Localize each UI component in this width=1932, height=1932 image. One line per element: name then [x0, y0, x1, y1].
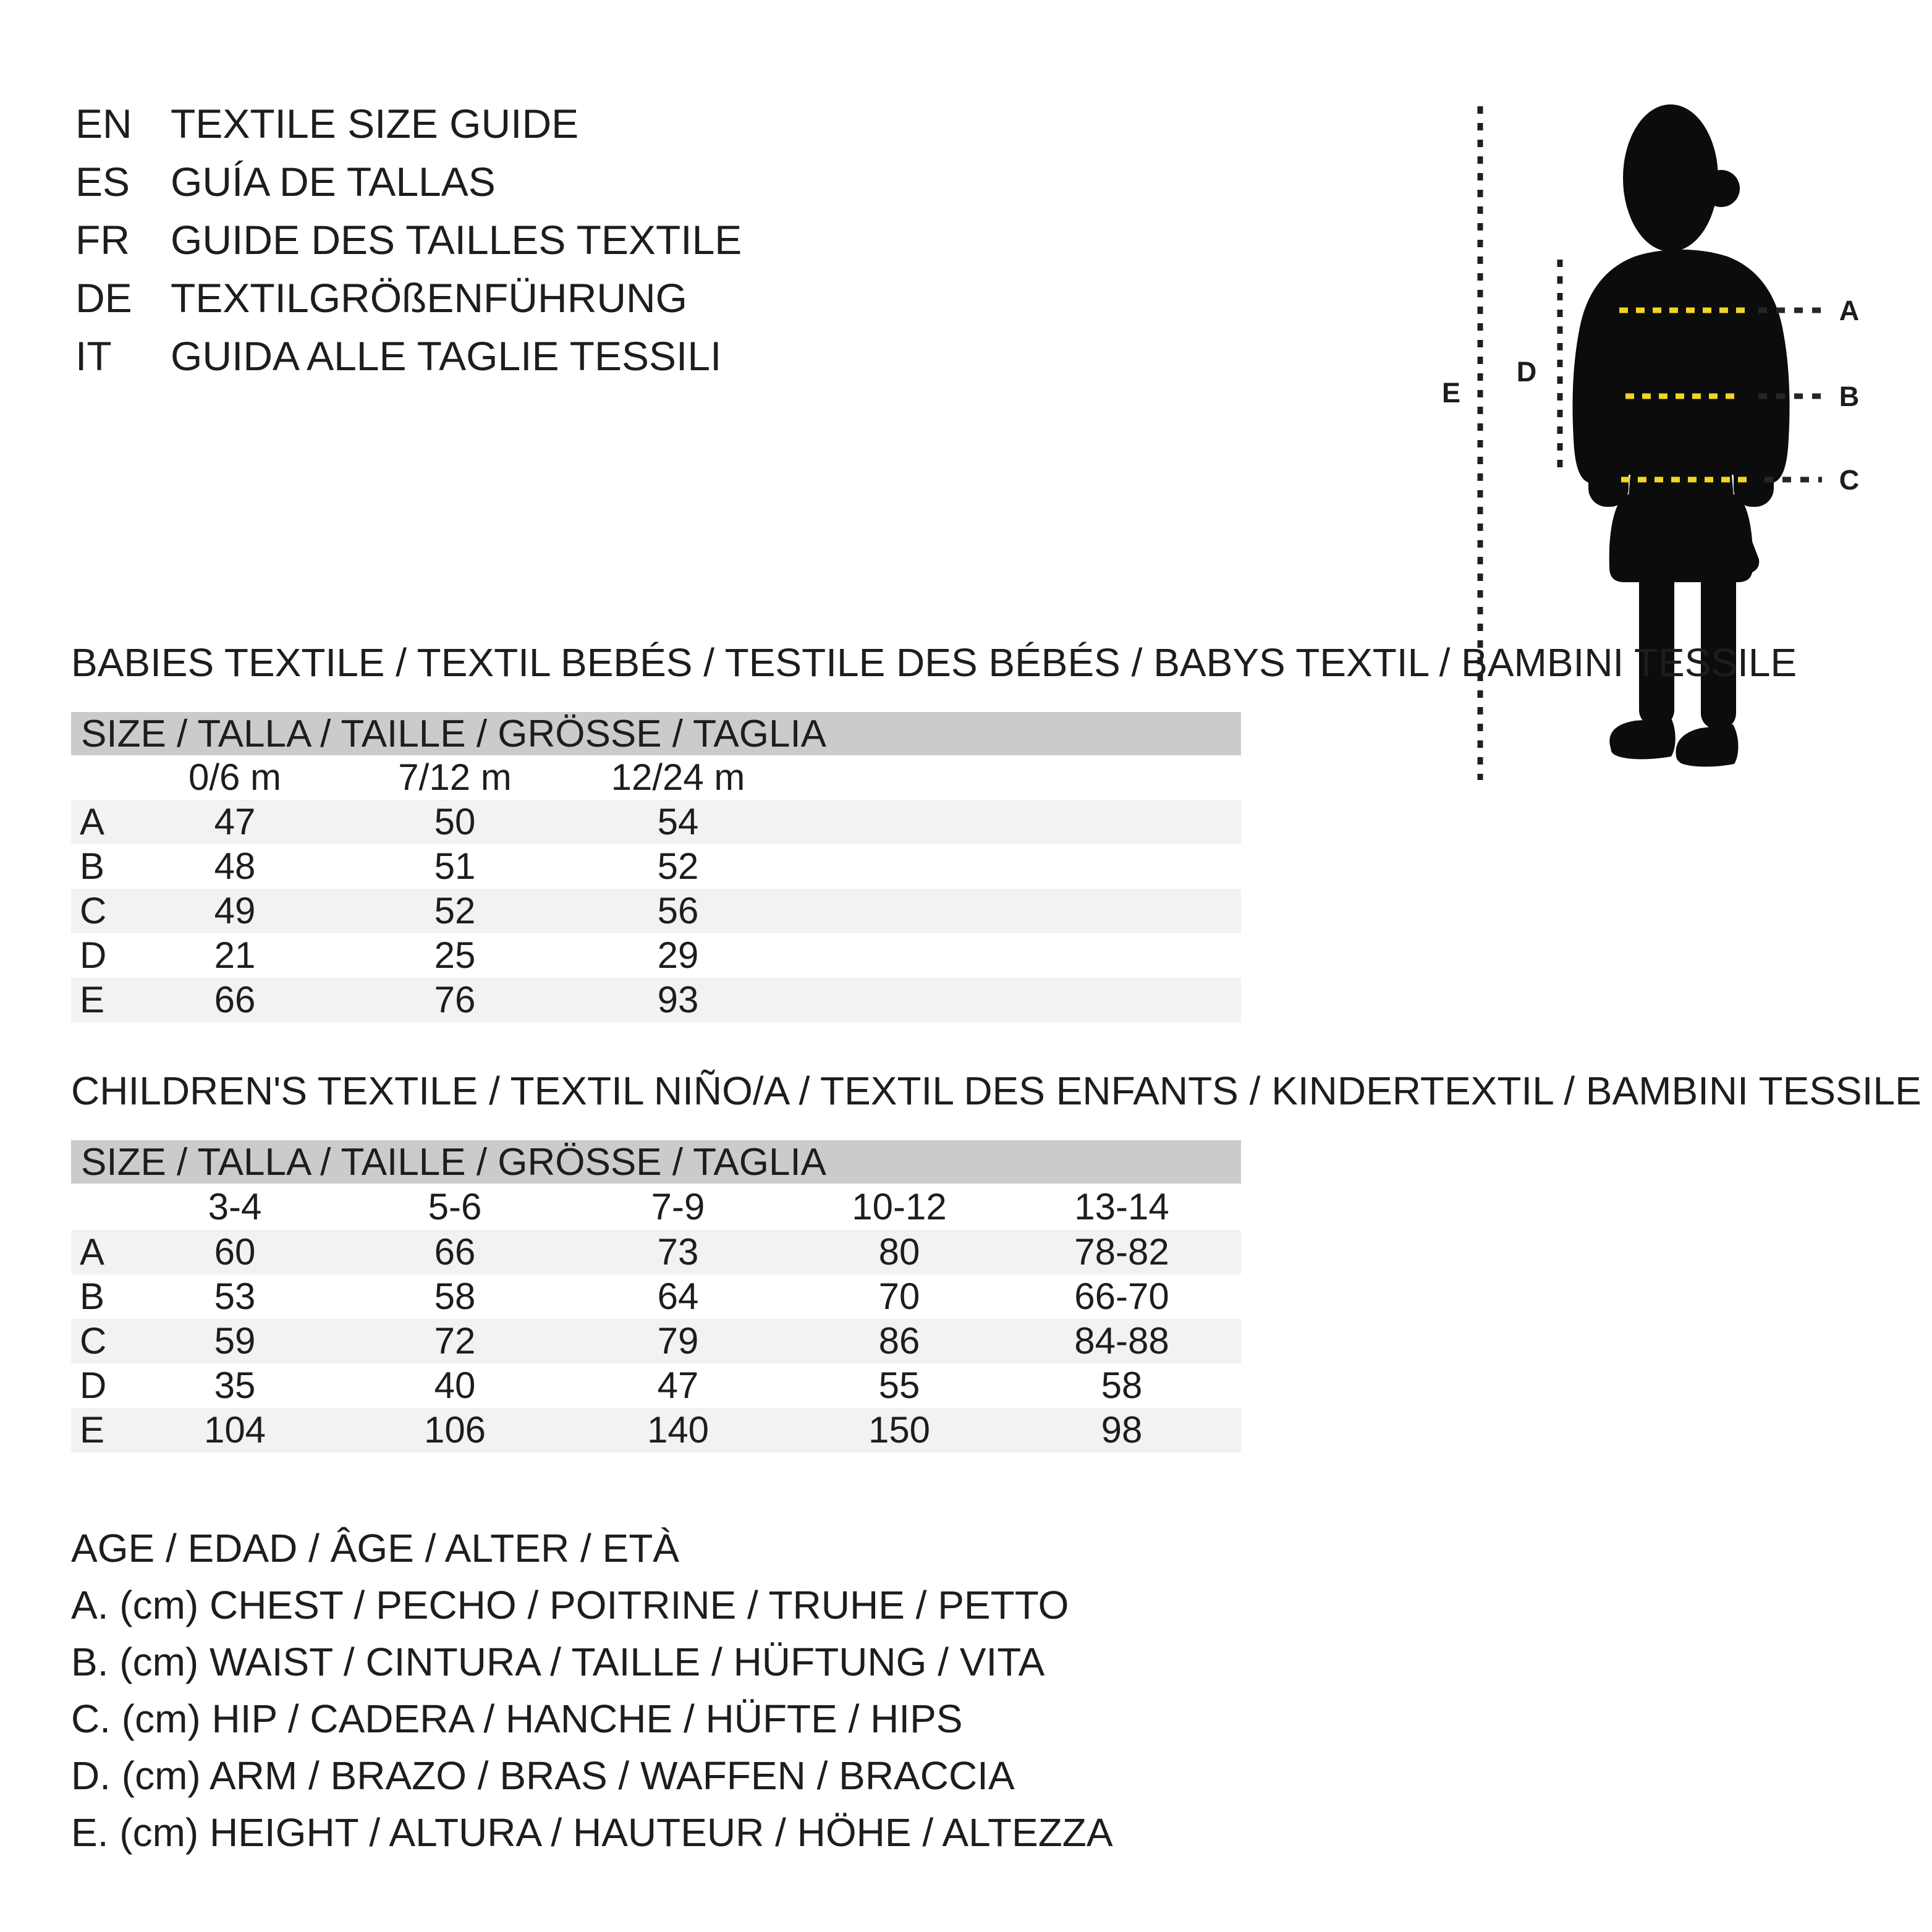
- legend-arm: D. (cm) ARM / BRAZO / BRAS / WAFFEN / BRACCIA: [71, 1753, 1015, 1798]
- silhouette-hair-bump: [1703, 170, 1740, 207]
- row-label: E: [80, 979, 105, 1020]
- children-table-title: CHILDREN'S TEXTILE / TEXTIL NIÑO/A / TEXTIL DES ENFANTS / KINDERTEXTIL / BAMBINI TESSILE: [71, 1069, 1921, 1113]
- table-cell: 52: [657, 845, 699, 887]
- table-cell: 84-88: [1074, 1320, 1169, 1362]
- babies-table-row-d: [71, 933, 1241, 978]
- row-label: C: [80, 890, 107, 931]
- silhouette-left-arm: [1588, 396, 1629, 507]
- lang-code: EN: [75, 101, 132, 146]
- row-label: E: [80, 1409, 105, 1451]
- legend-chest: A. (cm) CHEST / PECHO / POITRINE / TRUHE / PETTO: [71, 1583, 1069, 1627]
- children-table-row-e: [71, 1408, 1241, 1452]
- children-table-row-b: [71, 1274, 1241, 1319]
- table-cell: 73: [657, 1231, 699, 1273]
- table-cell: 49: [214, 890, 256, 931]
- table-cell: 50: [434, 801, 476, 842]
- children-size-header: SIZE / TALLA / TAILLE / GRÖSSE / TAGLIA: [81, 1141, 827, 1184]
- lang-code: ES: [75, 159, 130, 205]
- table-cell: 40: [434, 1365, 476, 1406]
- row-label: D: [80, 1365, 107, 1406]
- children-size-header-bar: [71, 1140, 1241, 1184]
- babies-col-header: 12/24 m: [611, 756, 745, 798]
- babies-table-title: BABIES TEXTILE / TEXTIL BEBÉS / TESTILE DES BÉBÉS / BABYS TEXTIL / BAMBINI TESSILE: [71, 640, 1797, 685]
- table-cell: 79: [657, 1320, 699, 1362]
- table-cell: 59: [214, 1320, 256, 1362]
- lang-row-fr: [75, 218, 742, 261]
- label-e: E: [1441, 377, 1461, 409]
- row-label: A: [80, 1231, 105, 1273]
- table-cell: 58: [434, 1276, 476, 1317]
- table-cell: 55: [878, 1365, 920, 1406]
- legend-height: E. (cm) HEIGHT / ALTURA / HAUTEUR / HÖHE / ALTEZZA: [71, 1810, 1113, 1855]
- row-label: D: [80, 934, 107, 976]
- lang-title: GUÍA DE TALLAS: [171, 159, 496, 205]
- silhouette-right-shoe: [1676, 724, 1738, 767]
- table-cell: 98: [1101, 1409, 1143, 1451]
- babies-table-row-b: [71, 844, 1241, 889]
- babies-table-row-c: [71, 889, 1241, 933]
- lang-title: TEXTILE SIZE GUIDE: [171, 101, 579, 146]
- row-label: A: [80, 801, 105, 842]
- children-table-row-d: [71, 1363, 1241, 1408]
- lang-row-es: [75, 160, 496, 203]
- label-a: A: [1839, 295, 1860, 326]
- silhouette-right-arm: [1734, 396, 1774, 507]
- babies-col-header: 0/6 m: [188, 756, 282, 798]
- table-cell: 51: [434, 845, 476, 887]
- babies-table-row-a: [71, 800, 1241, 844]
- table-cell: 70: [878, 1276, 920, 1317]
- table-cell: 47: [214, 801, 256, 842]
- babies-size-header: SIZE / TALLA / TAILLE / GRÖSSE / TAGLIA: [81, 713, 827, 755]
- babies-table-row-e: [71, 978, 1241, 1022]
- table-cell: 150: [868, 1409, 931, 1451]
- table-cell: 80: [878, 1231, 920, 1273]
- legend-hip: C. (cm) HIP / CADERA / HANCHE / HÜFTE / HIPS: [71, 1697, 963, 1741]
- legend-age: AGE / EDAD / ÂGE / ALTER / ETÀ: [71, 1526, 679, 1570]
- children-col-header: 13-14: [1074, 1186, 1169, 1227]
- babies-column-header-row: [71, 755, 1241, 800]
- table-cell: 86: [878, 1320, 920, 1362]
- table-cell: 53: [214, 1276, 256, 1317]
- children-col-header: 7-9: [651, 1186, 705, 1227]
- silhouette-left-shoe: [1609, 718, 1675, 759]
- lang-row-it: [75, 334, 721, 378]
- children-table-row-a: [71, 1230, 1241, 1274]
- label-c: C: [1839, 464, 1860, 496]
- children-col-header: 10-12: [852, 1186, 947, 1227]
- table-cell: 35: [214, 1365, 256, 1406]
- table-cell: 56: [657, 890, 699, 931]
- row-label: B: [80, 845, 105, 887]
- table-cell: 106: [423, 1409, 486, 1451]
- babies-col-header: 7/12 m: [398, 756, 512, 798]
- children-col-header: 3-4: [208, 1186, 262, 1227]
- label-b: B: [1839, 381, 1860, 412]
- silhouette-shorts: [1609, 494, 1753, 582]
- row-label: B: [80, 1276, 105, 1317]
- lang-row-de: [75, 276, 687, 320]
- table-cell: 66: [434, 1231, 476, 1273]
- table-cell: 72: [434, 1320, 476, 1362]
- legend-waist: B. (cm) WAIST / CINTURA / TAILLE / HÜFTUNG / VITA: [71, 1640, 1045, 1684]
- lang-code: FR: [75, 217, 130, 263]
- table-cell: 140: [646, 1409, 710, 1451]
- silhouette-head: [1623, 104, 1718, 252]
- table-cell: 52: [434, 890, 476, 931]
- table-cell: 54: [657, 801, 699, 842]
- table-cell: 25: [434, 934, 476, 976]
- table-cell: 93: [657, 979, 699, 1020]
- table-cell: 104: [203, 1409, 266, 1451]
- table-cell: 76: [434, 979, 476, 1020]
- babies-size-header-bar: [71, 712, 1241, 755]
- children-column-header-row: [71, 1184, 1241, 1230]
- row-label: C: [80, 1320, 107, 1362]
- lang-title: TEXTILGRÖßENFÜHRUNG: [171, 275, 688, 321]
- lang-title: GUIDE DES TAILLES TEXTILE: [171, 217, 742, 263]
- lang-row-en: [75, 102, 578, 145]
- children-col-header: 5-6: [428, 1186, 482, 1227]
- table-cell: 29: [657, 934, 699, 976]
- lang-title: GUIDA ALLE TAGLIE TESSILI: [171, 333, 722, 379]
- lang-code: DE: [75, 275, 132, 321]
- table-cell: 66-70: [1074, 1276, 1169, 1317]
- table-cell: 64: [657, 1276, 699, 1317]
- children-table-row-c: [71, 1319, 1241, 1363]
- label-d: D: [1516, 356, 1537, 388]
- table-cell: 48: [214, 845, 256, 887]
- table-cell: 66: [214, 979, 256, 1020]
- measurement-figure: [1409, 93, 1932, 797]
- table-cell: 60: [214, 1231, 256, 1273]
- table-cell: 78-82: [1074, 1231, 1169, 1273]
- table-cell: 58: [1101, 1365, 1143, 1406]
- table-cell: 21: [214, 934, 256, 976]
- lang-code: IT: [75, 333, 112, 379]
- table-cell: 47: [657, 1365, 699, 1406]
